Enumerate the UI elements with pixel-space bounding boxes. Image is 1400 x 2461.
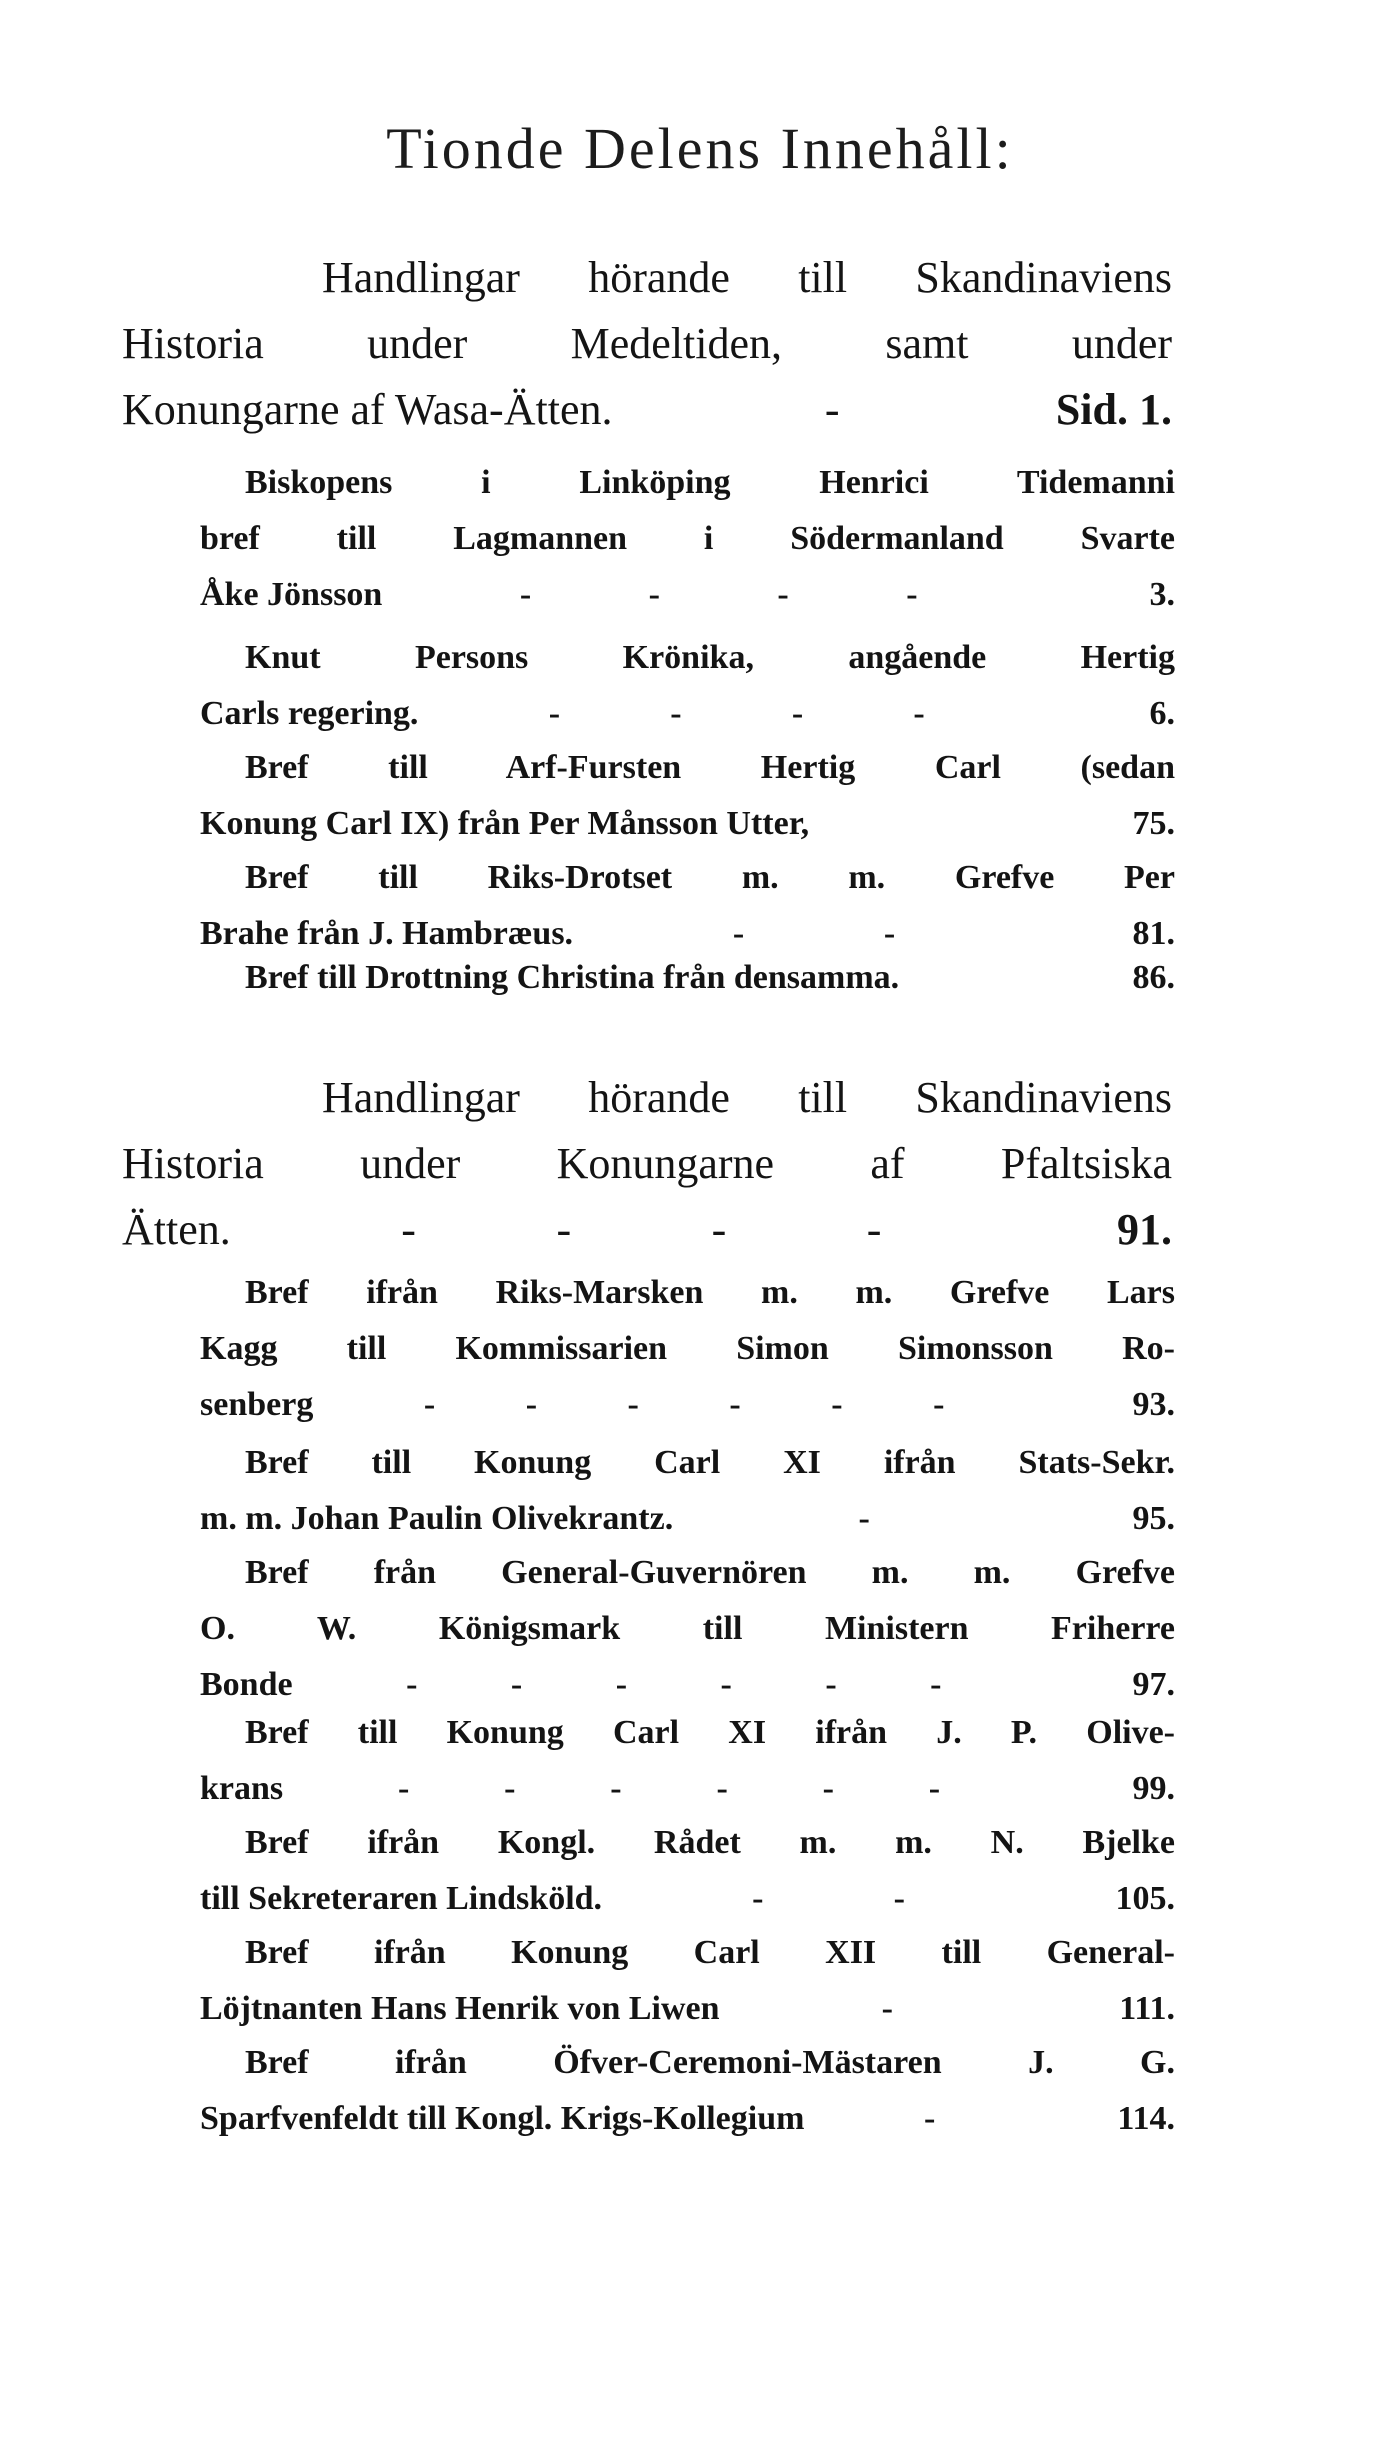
entry-text: m. m. Johan Paulin Olivekrantz. [200,1500,674,1537]
entry-text: Åke Jönsson [200,576,383,613]
entry-text: Biskopens i Linköping Henrici Tidemanni [245,464,1175,501]
leader-dash: - [866,1205,882,1254]
leader-dash: - [423,1386,436,1423]
toc-entry [200,850,1175,962]
leader-dash: - [933,1386,945,1423]
section-heading-text: Konungarne af Wasa-Ätten. [122,385,613,434]
entry-page-number: 75. [1132,805,1175,842]
leader-dash: - [401,1205,416,1254]
section-heading-line [122,1131,1172,1197]
entry-text: Bref ifrån Kongl. Rådet m. m. N. Bjelke [245,1824,1175,1861]
leader-dash: - [729,1386,741,1423]
entry-page-number: 6. [1149,695,1175,732]
entry-page-number: 3. [1149,576,1175,613]
entry-text: bref till Lagmannen i Södermanland Svarte [200,520,1175,557]
leader-dash: - [928,1770,941,1807]
section-heading-text: Ätten. [122,1205,231,1254]
entry-page-number: 86. [1132,959,1175,996]
entry-text: Bref ifrån Öfver-Ceremoni-Mästaren J. G. [245,2044,1175,2081]
leader-dash: - [397,1770,410,1807]
leader-dash: - [732,915,745,952]
leader-dash: - [858,1500,870,1537]
entry-page-number: 114. [1117,2100,1175,2137]
leader-dash: - [930,1666,942,1703]
entry-line [200,1601,1175,1657]
entry-line [200,1377,1175,1433]
entry-leader [720,1981,1055,2037]
toc-entry [200,2035,1175,2147]
toc-entry [200,1545,1175,1713]
leader-dash: - [610,1770,622,1807]
entry-page-number: 95. [1132,1500,1175,1537]
entry-text: Carls regering. [200,695,419,732]
section-heading-text: Historia under Medeltiden, samt under [122,319,1172,368]
entry-text: Sparfvenfeldt till Kongl. Krigs-Kollegium [200,2100,805,2137]
section-heading-text: Handlingar hörande till Skandinaviens [322,253,1172,302]
leader-dash: - [711,1205,727,1254]
entry-line [200,850,1175,906]
leader-dash: - [648,576,660,613]
toc-entry [200,1815,1175,1927]
entry-line [200,630,1175,686]
leader-dash: - [504,1770,516,1807]
leader-dash: - [627,1386,639,1423]
leader-dash: - [670,695,682,732]
toc-entry [200,630,1175,742]
leader-dash: - [913,695,925,732]
entry-line [200,511,1175,567]
entry-page-number: 97. [1132,1666,1175,1703]
leader-dash: - [406,1666,418,1703]
entry-leader [804,2091,1055,2147]
entry-line [200,1925,1175,1981]
leader-dash: - [752,1880,764,1917]
entry-line [200,686,1175,742]
entry-line [200,567,1175,623]
section-heading-text: Historia under Konungarne af Pfaltsiska [122,1139,1172,1188]
entry-text: O. W. Königsmark till Ministern Friherre [200,1610,1175,1647]
entry-text: krans [200,1770,284,1807]
leader-dash: - [906,576,918,613]
entry-line [200,1491,1175,1547]
entry-text: Bref till Riks-Drotset m. m. Grefve Per [245,859,1175,896]
entry-text: Bref ifrån Riks-Marsken m. m. Grefve Lars [245,1274,1175,1311]
entry-leader [602,1871,1055,1927]
entry-line [200,740,1175,796]
section-heading [122,245,1172,443]
toc-entry [200,1925,1175,2037]
leader-dash: - [777,576,789,613]
toc-entry [200,1265,1175,1433]
entry-page-number: 93. [1132,1386,1175,1423]
section-page-number: 91. [1117,1205,1172,1254]
leader-dash: - [716,1770,728,1807]
leader-dash: - [831,1386,843,1423]
entry-text: Bref till Konung Carl XI ifrån Stats-Sekr. [245,1444,1175,1481]
entry-text: Knut Persons Krönika, angående Hertig [245,639,1175,676]
toc-entry [200,1435,1175,1547]
leader-dash: - [615,1666,628,1703]
entry-line [200,1815,1175,1871]
entry-line [200,1871,1175,1927]
page-title: Tionde Delens Innehåll: [386,116,1014,181]
leader-dash: - [825,1666,837,1703]
section-leader [612,377,1052,443]
entry-text: Bref till Drottning Christina från densamma. [245,959,900,996]
section-heading-line [122,245,1172,311]
entry-line [200,1705,1175,1761]
section-heading-line [122,377,1172,443]
leader-dash: - [824,385,840,434]
toc-entry [200,455,1175,623]
entry-line [200,1321,1175,1377]
entry-page-number: 99. [1132,1770,1175,1807]
entry-leader [313,1377,1055,1433]
entry-text: Konung Carl IX) från Per Månsson Utter, [200,805,810,842]
section-leader [231,1197,1052,1263]
section-heading-line [122,311,1172,377]
entry-text: Bref ifrån Konung Carl XII till General- [245,1934,1175,1971]
section-heading [122,1065,1172,1263]
section-heading-line [122,1065,1172,1131]
leader-dash: - [924,2100,936,2137]
leader-dash: - [720,1666,732,1703]
leader-dash: - [893,1880,905,1917]
toc-entry [200,950,1175,1006]
toc-entry [200,1705,1175,1817]
entry-text: Kagg till Kommissarien Simon Simonsson Ro- [200,1330,1175,1367]
entry-line [200,455,1175,511]
entry-leader [283,1761,1055,1817]
section-page-number: Sid. 1. [1055,385,1172,434]
leader-dash: - [519,576,532,613]
entry-line [200,1545,1175,1601]
entry-page-number: 81. [1132,915,1175,952]
leader-dash: - [881,1990,893,2027]
entry-line [200,950,1175,1006]
leader-dash: - [791,695,804,732]
leader-dash: - [822,1770,834,1807]
entry-page-number: 111. [1119,1990,1175,2027]
entry-page-number: 105. [1115,1880,1175,1917]
entry-leader [673,1491,1055,1547]
entry-text: Bref till Konung Carl XI ifrån J. P. Olive- [245,1714,1175,1751]
entry-line [200,2035,1175,2091]
entry-line [200,1265,1175,1321]
leader-dash: - [525,1386,538,1423]
entry-line [200,2091,1175,2147]
leader-dash: - [556,1205,572,1254]
entry-text: Bref från General-Guvernören m. m. Grefve [245,1554,1175,1591]
section-heading-line [122,1197,1172,1263]
entry-text: Brahe från J. Hambræus. [200,915,574,952]
leader-dash: - [510,1666,523,1703]
entry-leader [382,567,1055,623]
entry-leader [418,686,1055,742]
leader-dash: - [883,915,896,952]
entry-line [200,1761,1175,1817]
toc-entry [200,740,1175,852]
leader-dash: - [548,695,561,732]
entry-line [200,796,1175,852]
entry-text: Bref till Arf-Fursten Hertig Carl (sedan [245,749,1175,786]
entry-line [200,1435,1175,1491]
entry-text: Bonde [200,1666,293,1703]
entry-text: till Sekreteraren Lindsköld. [200,1880,603,1917]
entry-line [200,1981,1175,2037]
entry-text: Löjtnanten Hans Henrik von Liwen [200,1990,720,2027]
section-heading-text: Handlingar hörande till Skandinaviens [322,1073,1172,1122]
entry-text: senberg [200,1386,314,1423]
